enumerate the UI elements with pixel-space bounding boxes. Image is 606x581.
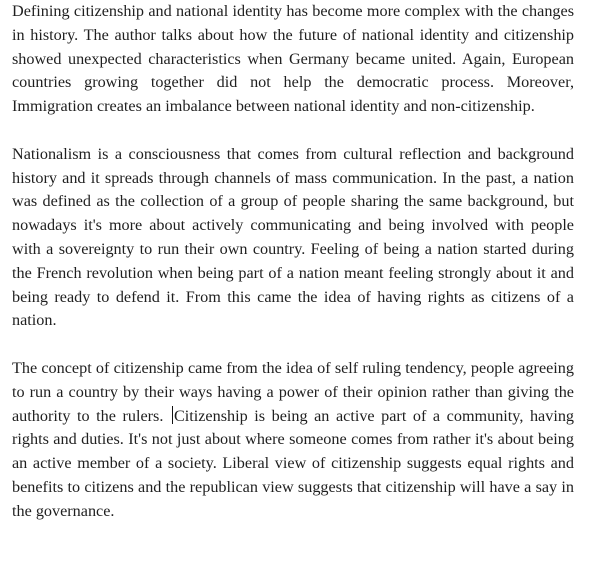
paragraph-2: Nationalism is a consciousness that comes from cultural reflection and background history and it spreads through channels of mass communication. In the past, a nation was defined as the collection of a group of people sharing the same background, but nowadays it's more about actively communicating and being involved with people with a sovereignty to run their own country. Feeling of being a nation started during the French revolution when being part of a nation meant feeling strongly about it and being ready to defend it. From this came the idea of having rights as citizens of a nation. xyxy=(12,144,574,330)
paragraph-3-text-before-cursor: The concept of citizenship came from the idea of self ruling tendency, people agreeing to run a country by their ways having a power of their opinion rather than giving the authority to the rulers. xyxy=(12,358,574,425)
paragraph-3-text-after-cursor: Citizenship is being an active part of a community, having rights and duties. It's not just about where someone comes from rather it's about being an active member of a society. Liberal view of citizenship suggests equal rights and benefits to citizens and the republican view suggests that citizenship will have a say in the governance. xyxy=(12,406,575,520)
text-cursor xyxy=(172,406,173,424)
paragraph-1: Defining citizenship and national identity has become more complex with the changes in history. The author talks about how the future of national identity and citizenship showed unexpected characteristics when Germany became united. Again, European countries growing together did not help the democratic process. Moreover, Immigration creates an imbalance between national identity and non-citizenship. xyxy=(12,2,574,116)
document-body[interactable] xyxy=(12,0,574,524)
paragraph-3 xyxy=(12,357,574,524)
